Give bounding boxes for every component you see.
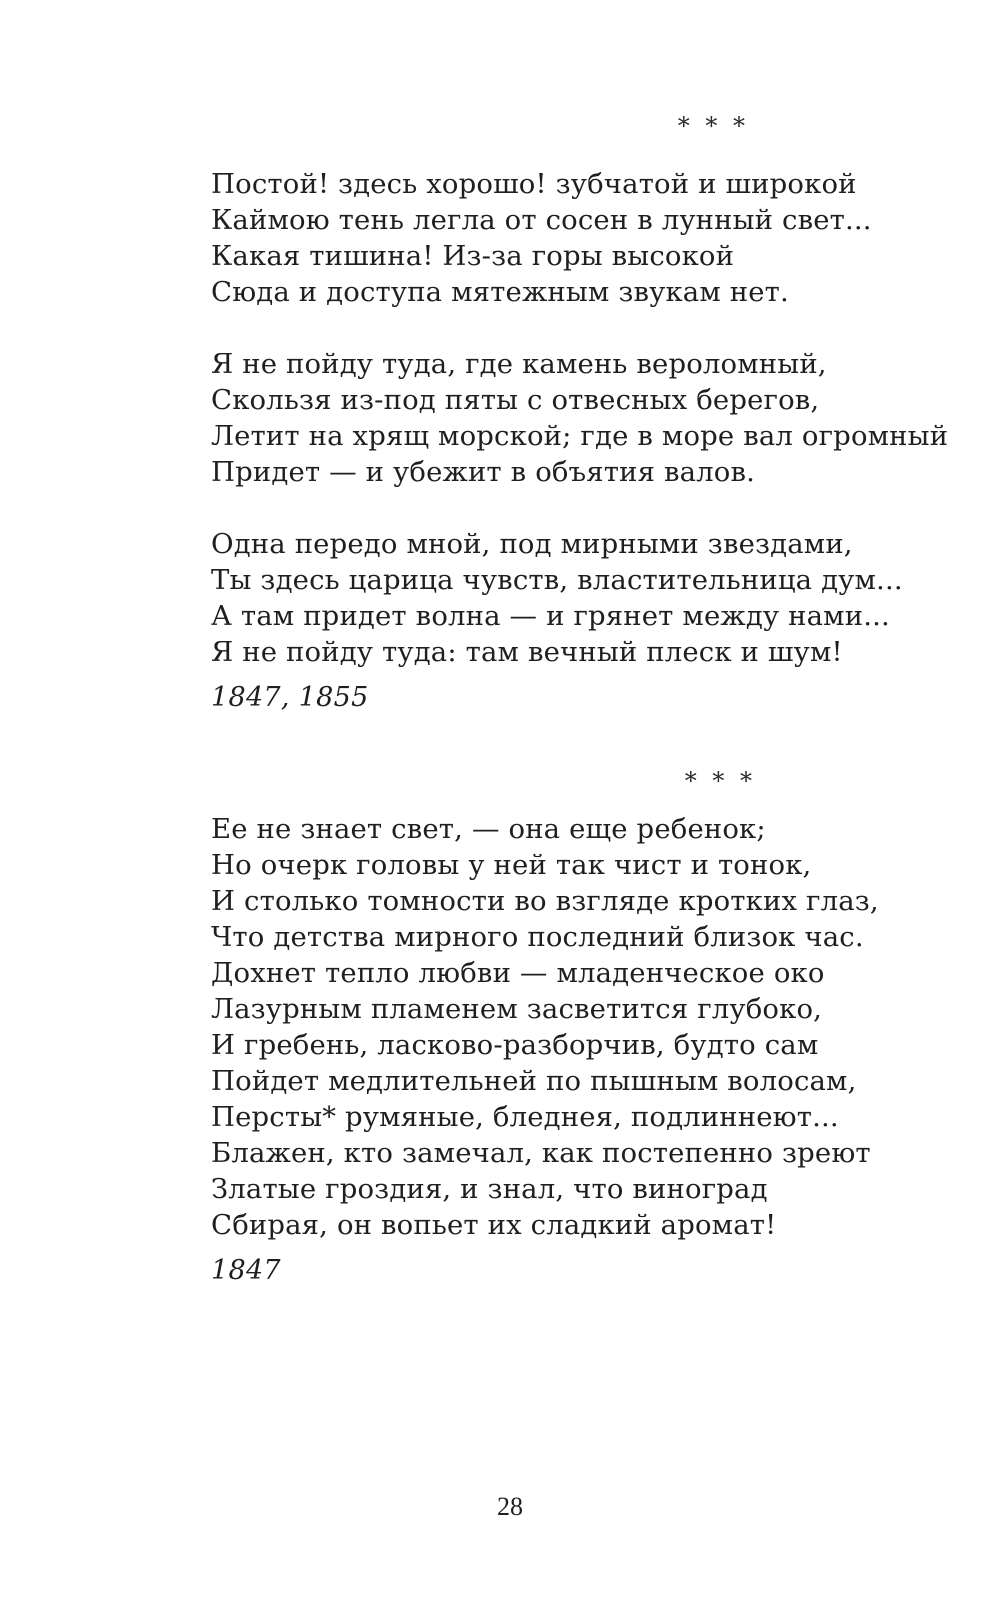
verse-line: Пойдет медлительней по пышным волосам, [211, 1065, 857, 1097]
verse-line: Сюда и доступа мятежным звукам нет. [211, 276, 789, 308]
verse-line: Одна передо мной, под мирными звездами, [211, 528, 853, 560]
verse-line: Но очерк головы у ней так чист и тонок, [211, 849, 812, 881]
page-number: 28 [497, 1492, 523, 1521]
verse-line: Лазурным пламенем засветится глубоко, [211, 993, 823, 1025]
verse-line: Скользя из-под пяты с отвесных берегов, [211, 384, 820, 416]
verse-line: Что детства мирного последний близок час. [211, 921, 864, 953]
verse-line: Блажен, кто замечал, как постепенно зреют [211, 1137, 871, 1169]
verse-line: Златые гроздия, и знал, что виноград [211, 1173, 768, 1205]
verse-line: Постой! здесь хорошо! зубчатой и широкой [211, 168, 857, 200]
poem-date: 1847, 1855 [211, 682, 369, 713]
poem-separator: * * * [677, 112, 749, 140]
verse-line: Летит на хрящ морской; где в море вал огромный [211, 420, 949, 452]
poem-2 [211, 769, 971, 1289]
stanza-1 [211, 811, 971, 1243]
stanza-2 [211, 346, 971, 490]
verse-line: А там придет волна — и грянет между нами... [211, 600, 890, 632]
verse-line: Каймою тень легла от сосен в лунный свет... [211, 204, 872, 236]
verse-line: Придет — и убежит в объятия валов. [211, 456, 756, 488]
verse-line: Дохнет тепло любви — младенческое око [211, 957, 825, 989]
verse-line: Сбирая, он вопьет их сладкий аромат! [211, 1209, 777, 1241]
verse-line: И гребень, ласково-разборчив, будто сам [211, 1029, 819, 1061]
verse-line: И столько томности во взгляде кротких глаз, [211, 885, 879, 917]
verse-line: Персты* румяные, бледнея, подлиннеют... [211, 1101, 839, 1133]
verse-line: Какая тишина! Из-за горы высокой [211, 240, 735, 272]
verse-line: Я не пойду туда, где камень вероломный, [211, 348, 827, 380]
poem-separator: * * * [684, 767, 756, 795]
verse-line: Ты здесь царица чувств, властительница дум... [211, 564, 903, 596]
stanza-1 [211, 166, 971, 310]
stanza-3 [211, 526, 971, 670]
poem-1 [211, 114, 971, 716]
verse-line: Я не пойду туда: там вечный плеск и шум! [211, 636, 843, 668]
poem-date: 1847 [211, 1255, 281, 1286]
verse-line: Ее не знает свет, — она еще ребенок; [211, 813, 766, 845]
